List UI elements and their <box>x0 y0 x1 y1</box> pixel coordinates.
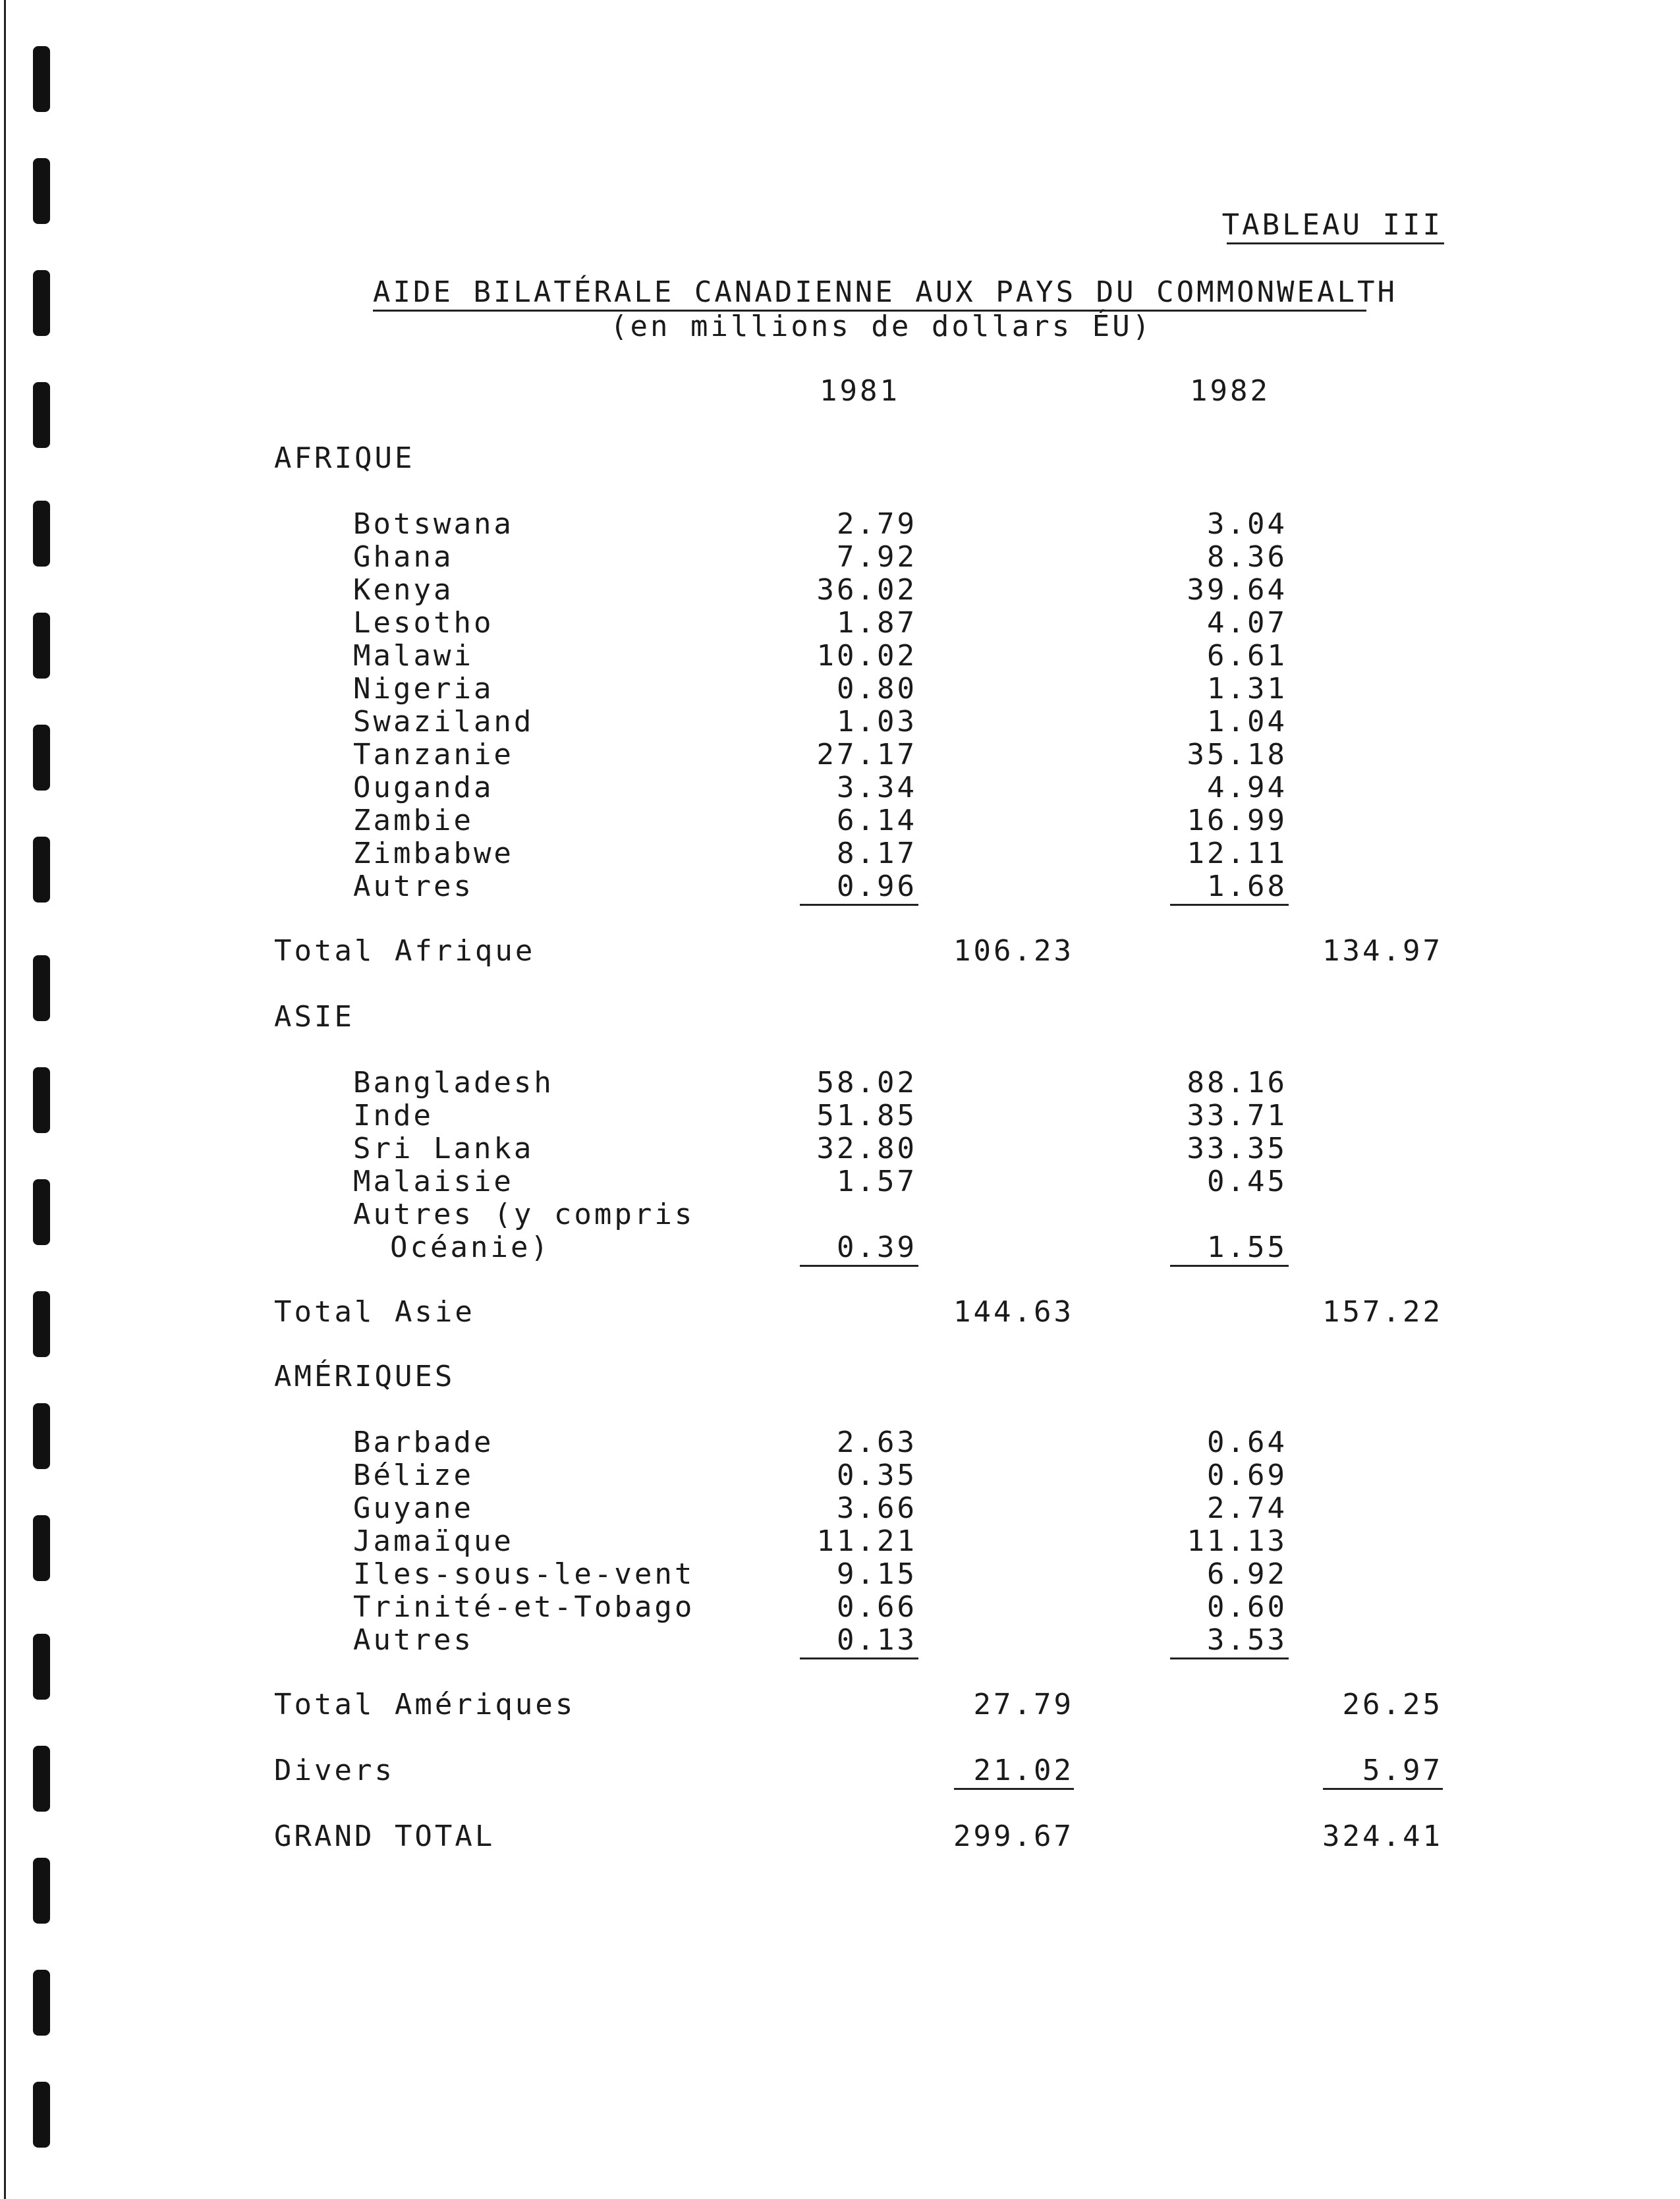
binder-punch-hole <box>33 1858 50 1924</box>
binder-punch-hole <box>33 1403 50 1469</box>
total-label-asie: Total Asie <box>274 1295 475 1329</box>
value-1982: 1.68 <box>1207 870 1287 903</box>
value-1982: 16.99 <box>1187 804 1287 837</box>
binder-punch-hole <box>33 725 50 791</box>
country-name: Barbade <box>353 1426 494 1459</box>
divers-label: Divers <box>274 1754 395 1787</box>
grand-total-1981: 299.67 <box>953 1820 1074 1853</box>
value-1982: 0.69 <box>1207 1459 1287 1492</box>
value-1982: 1.04 <box>1207 705 1287 738</box>
country-name: Autres <box>353 1623 474 1657</box>
grand-total-1982: 324.41 <box>1322 1820 1443 1853</box>
binder-punch-hole <box>33 1746 50 1812</box>
subtotal-rule-1982 <box>1170 1657 1289 1659</box>
value-1982: 88.16 <box>1187 1066 1287 1100</box>
tableau-label: TABLEAU III <box>1221 208 1443 242</box>
grand-total-label: GRAND TOTAL <box>274 1820 495 1853</box>
country-name: Zambie <box>353 804 474 837</box>
country-name: Bélize <box>353 1459 474 1492</box>
country-name: Tanzanie <box>353 738 514 771</box>
value-1982: 11.13 <box>1187 1524 1287 1558</box>
value-1981: 6.14 <box>837 804 917 837</box>
value-1982: 33.71 <box>1187 1099 1287 1132</box>
value-1982: 0.60 <box>1207 1590 1287 1624</box>
value-1982: 2.74 <box>1207 1491 1287 1525</box>
subtotal-rule-1981 <box>800 904 918 906</box>
subtotal-rule-1982 <box>1170 904 1289 906</box>
value-1981: 0.96 <box>837 870 917 903</box>
value-1982: 0.45 <box>1207 1165 1287 1198</box>
value-1981: 3.34 <box>837 771 917 804</box>
value-1982: 35.18 <box>1187 738 1287 771</box>
country-name: Nigeria <box>353 672 494 706</box>
country-name-continued: Océanie) <box>390 1231 551 1264</box>
country-name: Iles-sous-le-vent <box>353 1557 695 1591</box>
country-name: Guyane <box>353 1491 474 1525</box>
country-name: Bangladesh <box>353 1066 554 1100</box>
country-name: Zimbabwe <box>353 837 514 870</box>
total-asie-1982: 157.22 <box>1322 1295 1443 1329</box>
total-afrique-1982: 134.97 <box>1322 934 1443 968</box>
value-1981: 0.80 <box>837 672 917 706</box>
value-1981: 3.66 <box>837 1491 917 1525</box>
section-heading-ameriques: AMÉRIQUES <box>274 1360 455 1393</box>
value-1981: 36.02 <box>816 573 917 607</box>
value-1981: 2.63 <box>837 1426 917 1459</box>
country-name: Ghana <box>353 540 454 574</box>
value-1982: 1.31 <box>1207 672 1287 706</box>
total-ameriques-1981: 27.79 <box>973 1688 1074 1721</box>
binder-punch-hole <box>33 270 50 336</box>
country-name: Kenya <box>353 573 454 607</box>
value-1982: 6.61 <box>1207 639 1287 673</box>
value-1981: 32.80 <box>816 1132 917 1165</box>
binder-punch-hole <box>33 501 50 567</box>
value-1981: 0.66 <box>837 1590 917 1624</box>
total-rule-1981 <box>954 1788 1074 1790</box>
value-1981: 58.02 <box>816 1066 917 1100</box>
value-1981: 11.21 <box>816 1524 917 1558</box>
column-header-1981: 1981 <box>820 374 900 408</box>
value-1982: 8.36 <box>1207 540 1287 574</box>
total-rule-1982 <box>1323 1788 1443 1790</box>
country-name: Jamaïque <box>353 1524 514 1558</box>
table-title: AIDE BILATÉRALE CANADIENNE AUX PAYS DU COMMONWEALTH <box>373 275 1398 309</box>
value-1982: 4.07 <box>1207 606 1287 640</box>
value-1982: 3.53 <box>1207 1623 1287 1657</box>
divers-1982: 5.97 <box>1362 1754 1443 1787</box>
binder-punch-hole <box>33 1291 50 1357</box>
subtotal-rule-1981 <box>800 1657 918 1659</box>
value-1981: 0.13 <box>837 1623 917 1657</box>
binder-punch-hole <box>33 1067 50 1133</box>
value-1982: 1.55 <box>1207 1231 1287 1264</box>
binder-punch-hole <box>33 1970 50 2036</box>
value-1981: 7.92 <box>837 540 917 574</box>
value-1981: 1.03 <box>837 705 917 738</box>
binder-punch-hole <box>33 382 50 448</box>
country-name: Malaisie <box>353 1165 514 1198</box>
value-1981: 27.17 <box>816 738 917 771</box>
subtotal-rule-1982 <box>1170 1265 1289 1267</box>
country-name: Botswana <box>353 507 514 541</box>
total-label-afrique: Total Afrique <box>274 934 536 968</box>
country-name: Lesotho <box>353 606 494 640</box>
section-heading-afrique: AFRIQUE <box>274 441 415 475</box>
binder-punch-hole <box>33 2082 50 2148</box>
binder-punch-hole <box>33 837 50 903</box>
binder-punch-hole <box>33 1634 50 1700</box>
divers-1981: 21.02 <box>973 1754 1074 1787</box>
table-subtitle: (en millions de dollars ÉU) <box>610 310 1153 343</box>
value-1981: 10.02 <box>816 639 917 673</box>
value-1982: 3.04 <box>1207 507 1287 541</box>
value-1982: 6.92 <box>1207 1557 1287 1591</box>
value-1982: 4.94 <box>1207 771 1287 804</box>
binder-punch-hole <box>33 613 50 679</box>
country-name: Malawi <box>353 639 474 673</box>
binder-punch-hole <box>33 1515 50 1581</box>
country-name: Sri Lanka <box>353 1132 534 1165</box>
subtotal-rule-1981 <box>800 1265 918 1267</box>
value-1981: 1.87 <box>837 606 917 640</box>
page-edge-line <box>4 0 6 2199</box>
total-ameriques-1982: 26.25 <box>1342 1688 1443 1721</box>
binder-punch-hole <box>33 46 50 112</box>
value-1981: 0.39 <box>837 1231 917 1264</box>
value-1981: 8.17 <box>837 837 917 870</box>
binder-punch-hole <box>33 158 50 224</box>
total-asie-1981: 144.63 <box>953 1295 1074 1329</box>
value-1981: 1.57 <box>837 1165 917 1198</box>
country-name: Autres (y compris <box>353 1198 695 1231</box>
column-header-1982: 1982 <box>1190 374 1270 408</box>
country-name: Swaziland <box>353 705 534 738</box>
value-1981: 51.85 <box>816 1099 917 1132</box>
value-1981: 9.15 <box>837 1557 917 1591</box>
tableau-underline <box>1227 242 1444 244</box>
country-name: Trinité-et-Tobago <box>353 1590 695 1624</box>
value-1982: 33.35 <box>1187 1132 1287 1165</box>
country-name: Inde <box>353 1099 434 1132</box>
value-1981: 2.79 <box>837 507 917 541</box>
section-heading-asie: ASIE <box>274 1000 354 1034</box>
value-1982: 0.64 <box>1207 1426 1287 1459</box>
country-name: Ouganda <box>353 771 494 804</box>
binder-punch-hole <box>33 1179 50 1245</box>
country-name: Autres <box>353 870 474 903</box>
total-afrique-1981: 106.23 <box>953 934 1074 968</box>
value-1982: 12.11 <box>1187 837 1287 870</box>
value-1982: 39.64 <box>1187 573 1287 607</box>
value-1981: 0.35 <box>837 1459 917 1492</box>
total-label-ameriques: Total Amériques <box>274 1688 576 1721</box>
binder-punch-hole <box>33 955 50 1021</box>
